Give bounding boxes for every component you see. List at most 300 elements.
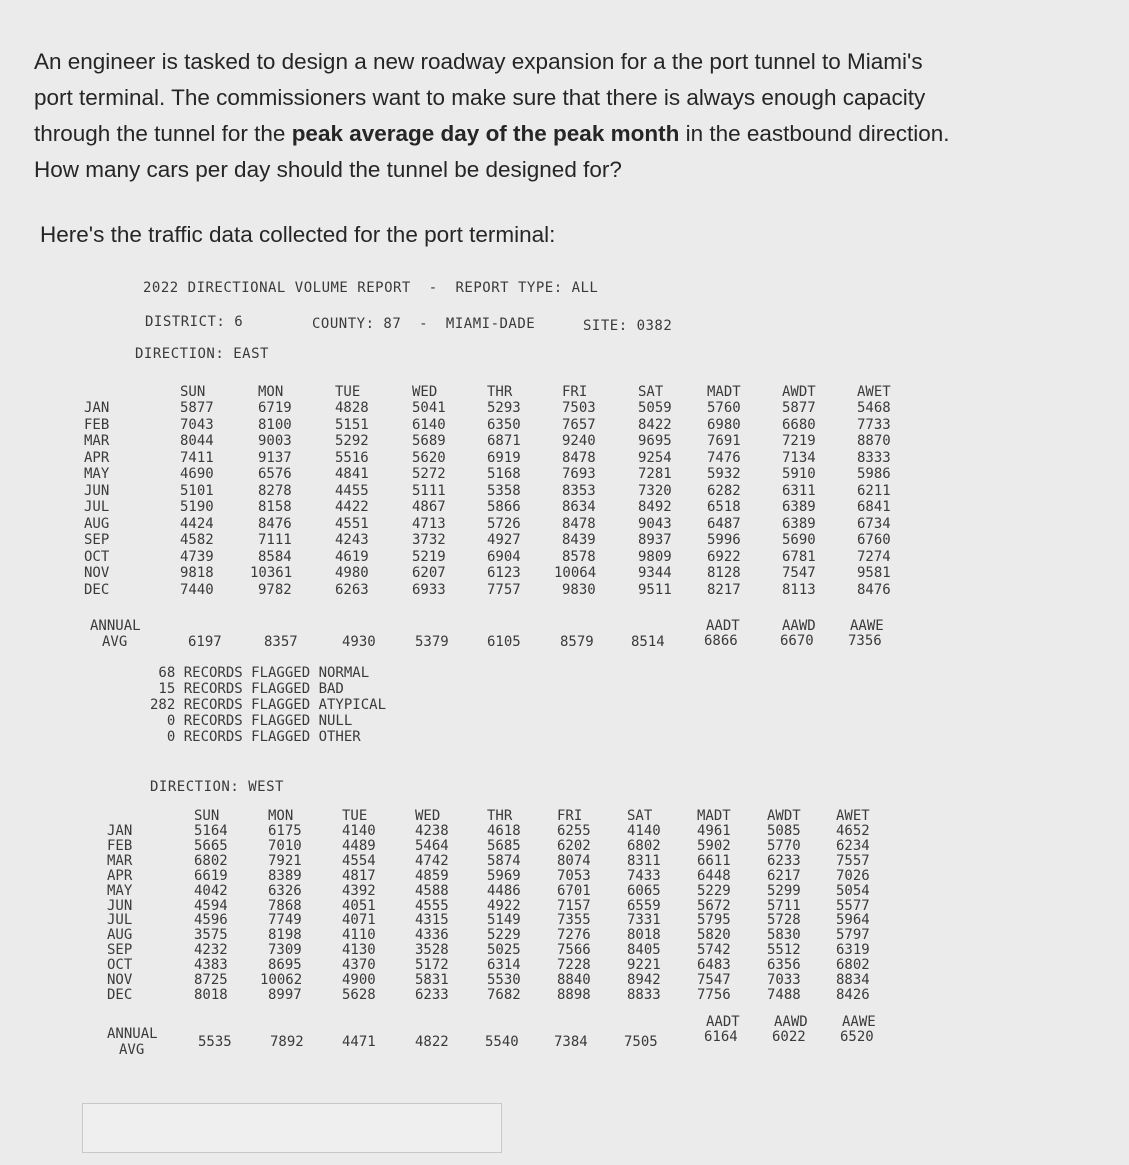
table-cell: 5464 <box>415 837 449 854</box>
table-cell: 6781 <box>782 548 816 565</box>
table-cell: 5172 <box>415 957 449 974</box>
table-cell: 7355 <box>557 912 591 929</box>
table-cell: 9043 <box>638 515 672 532</box>
column-header-tue: TUE <box>335 384 361 400</box>
table-cell: 5272 <box>412 466 446 482</box>
table-cell: 5620 <box>412 449 446 466</box>
annual-average-value: 6105 <box>487 634 521 650</box>
summary-label-aawe: AAWE <box>850 618 884 634</box>
table-cell: 8942 <box>627 972 661 988</box>
table-cell: 8311 <box>627 852 661 869</box>
flag-record-line: 282 RECORDS FLAGGED ATYPICAL <box>150 697 387 713</box>
table-cell: 9695 <box>638 433 672 449</box>
column-header-sat: SAT <box>627 808 653 824</box>
table-cell: 8405 <box>627 942 661 959</box>
table-cell: 7693 <box>562 466 596 482</box>
summary-label-aawd: AAWD <box>774 1014 808 1030</box>
table-cell: 4690 <box>180 466 214 482</box>
annual-average-value: 5540 <box>485 1034 519 1050</box>
table-cell: 10064 <box>554 565 597 581</box>
table-cell: 6611 <box>697 852 731 869</box>
table-cell: 4455 <box>335 482 369 499</box>
table-cell: 4582 <box>180 532 214 548</box>
table-cell: 7026 <box>836 867 870 884</box>
table-cell: 6207 <box>412 565 446 581</box>
column-header-fri: FRI <box>557 808 583 824</box>
annual-average-value: 5535 <box>198 1034 232 1050</box>
report-title: 2022 DIRECTIONAL VOLUME REPORT - REPORT TYPE: ALL <box>143 280 599 296</box>
annual-average-value: 6197 <box>188 634 222 650</box>
table-cell: 8476 <box>857 581 891 598</box>
month-label: MAR <box>84 433 110 449</box>
table-cell: 4742 <box>415 852 449 869</box>
table-cell: 6233 <box>767 852 801 869</box>
table-cell: 6448 <box>697 867 731 884</box>
table-cell: 5059 <box>638 400 672 416</box>
answer-input[interactable] <box>82 1103 502 1153</box>
table-cell: 4841 <box>335 466 369 482</box>
table-cell: 6619 <box>194 867 228 884</box>
table-cell: 5689 <box>412 433 446 449</box>
table-cell: 8634 <box>562 499 596 515</box>
west-direction-label: DIRECTION: WEST <box>150 779 284 795</box>
table-cell: 5530 <box>487 972 521 988</box>
question-text <box>34 44 1034 188</box>
table-cell: 4232 <box>194 942 228 959</box>
table-cell: 7557 <box>836 852 870 869</box>
table-cell: 6802 <box>194 852 228 869</box>
table-cell: 5292 <box>335 433 369 449</box>
column-header-thr: THR <box>487 808 513 824</box>
table-cell: 8476 <box>258 515 292 532</box>
table-cell: 8018 <box>627 927 661 944</box>
avg-label: AVG <box>119 1042 145 1058</box>
table-cell: 7053 <box>557 867 591 884</box>
intro-text: Here's the traffic data collected for the port terminal: <box>40 222 556 247</box>
flag-record-line: 0 RECORDS FLAGGED OTHER <box>150 729 361 745</box>
table-cell: 6314 <box>487 957 521 974</box>
table-cell: 6389 <box>782 499 816 515</box>
table-cell: 8937 <box>638 532 672 548</box>
table-cell: 7547 <box>782 565 816 581</box>
table-cell: 8333 <box>857 449 891 466</box>
table-cell: 7733 <box>857 416 891 433</box>
table-cell: 7503 <box>562 400 596 416</box>
table-cell: 5969 <box>487 867 521 884</box>
month-label: OCT <box>107 957 133 974</box>
table-cell: 6234 <box>836 837 870 854</box>
annual-label: ANNUAL <box>107 1026 158 1042</box>
table-cell: 7010 <box>268 837 302 854</box>
table-cell: 6760 <box>857 532 891 548</box>
table-cell: 6802 <box>627 837 661 854</box>
summary-label-aawe: AAWE <box>842 1014 876 1030</box>
table-cell: 6311 <box>782 482 816 499</box>
month-label: AUG <box>84 515 110 532</box>
month-label: JUL <box>107 912 133 929</box>
question-emphasis: peak average day of the peak month <box>291 121 680 146</box>
table-cell: 8439 <box>562 532 596 548</box>
column-header-mon: MON <box>268 808 294 824</box>
table-cell: 6255 <box>557 823 591 839</box>
table-cell: 8833 <box>627 986 661 1003</box>
table-cell: 5229 <box>487 927 521 944</box>
table-cell: 8492 <box>638 499 672 515</box>
table-cell: 6202 <box>557 837 591 854</box>
table-cell: 9344 <box>638 565 672 581</box>
annual-average-value: 8357 <box>264 634 298 650</box>
month-label: OCT <box>84 548 110 565</box>
table-cell: 5986 <box>857 466 891 482</box>
column-header-thr: THR <box>487 384 513 400</box>
table-cell: 4370 <box>342 957 376 974</box>
table-cell: 6871 <box>487 433 521 449</box>
month-label: DEC <box>107 986 133 1003</box>
column-header-madt: MADT <box>707 384 741 400</box>
annual-average-value: 7505 <box>624 1034 658 1050</box>
table-cell: 7134 <box>782 449 816 466</box>
month-label: DEC <box>84 581 110 598</box>
column-header-awet: AWET <box>857 384 891 400</box>
table-cell: 5866 <box>487 499 521 515</box>
summary-value-aawe: 6520 <box>840 1029 874 1045</box>
table-cell: 8870 <box>857 433 891 449</box>
table-cell: 5468 <box>857 400 891 416</box>
annual-average-value: 8579 <box>560 634 594 650</box>
table-cell: 4980 <box>335 565 369 581</box>
table-cell: 7411 <box>180 449 214 466</box>
table-cell: 5996 <box>707 532 741 548</box>
table-cell: 7756 <box>697 986 731 1003</box>
table-cell: 6719 <box>258 400 292 416</box>
table-cell: 5932 <box>707 466 741 482</box>
table-cell: 7309 <box>268 942 302 959</box>
month-label: MAY <box>107 882 133 899</box>
table-cell: 4596 <box>194 912 228 929</box>
table-cell: 9830 <box>562 581 596 598</box>
report-district: DISTRICT: 6 <box>145 314 244 330</box>
table-cell: 5041 <box>412 400 446 416</box>
table-cell: 4828 <box>335 400 369 416</box>
table-cell: 4110 <box>342 927 376 944</box>
month-label: JAN <box>84 400 110 416</box>
table-cell: 10062 <box>260 972 303 988</box>
table-cell: 8128 <box>707 565 741 581</box>
table-cell: 5877 <box>180 400 214 416</box>
question-line-1: An engineer is tasked to design a new roadway expansion for a the port tunnel to Miami's <box>34 49 923 74</box>
table-cell: 6487 <box>707 515 741 532</box>
table-cell: 8100 <box>258 416 292 433</box>
table-cell: 5742 <box>697 942 731 959</box>
table-cell: 6356 <box>767 957 801 974</box>
table-cell: 4922 <box>487 897 521 914</box>
summary-value-aawd: 6022 <box>772 1029 806 1045</box>
table-cell: 5770 <box>767 837 801 854</box>
table-cell: 6123 <box>487 565 521 581</box>
month-label: MAY <box>84 466 110 482</box>
table-cell: 8426 <box>836 986 870 1003</box>
report-county: COUNTY: 87 - MIAMI-DADE <box>312 316 536 332</box>
table-cell: 6175 <box>268 823 302 839</box>
table-cell: 4042 <box>194 882 228 899</box>
table-cell: 4961 <box>697 823 731 839</box>
table-cell: 6233 <box>415 986 449 1003</box>
column-header-awdt: AWDT <box>767 808 801 824</box>
table-cell: 4900 <box>342 972 376 988</box>
east-direction-label: DIRECTION: EAST <box>135 346 269 362</box>
table-cell: 4859 <box>415 867 449 884</box>
flag-record-line: 0 RECORDS FLAGGED NULL <box>150 713 353 729</box>
month-label: FEB <box>107 837 133 854</box>
table-cell: 4713 <box>412 515 446 532</box>
month-label: APR <box>107 867 133 884</box>
summary-value-aawe: 7356 <box>848 633 882 649</box>
annual-average-value: 4930 <box>342 634 376 650</box>
table-cell: 6065 <box>627 882 661 899</box>
column-header-sat: SAT <box>638 384 664 400</box>
table-cell: 5111 <box>412 482 446 499</box>
table-cell: 8158 <box>258 499 292 515</box>
table-cell: 7320 <box>638 482 672 499</box>
table-cell: 6263 <box>335 581 369 598</box>
table-cell: 8725 <box>194 972 228 988</box>
table-cell: 6326 <box>268 882 302 899</box>
table-cell: 9137 <box>258 449 292 466</box>
table-cell: 5293 <box>487 400 521 416</box>
table-cell: 4051 <box>342 897 376 914</box>
table-cell: 4392 <box>342 882 376 899</box>
table-cell: 9818 <box>180 565 214 581</box>
table-cell: 5516 <box>335 449 369 466</box>
table-cell: 7033 <box>767 972 801 988</box>
summary-value-aawd: 6670 <box>780 633 814 649</box>
annual-average-value: 4822 <box>415 1034 449 1050</box>
flag-record-line: 15 RECORDS FLAGGED BAD <box>150 681 344 697</box>
avg-label: AVG <box>102 634 128 650</box>
column-header-tue: TUE <box>342 808 368 824</box>
summary-label-aadt: AADT <box>706 618 740 634</box>
table-cell: 4551 <box>335 515 369 532</box>
summary-label-aawd: AAWD <box>782 618 816 634</box>
table-cell: 4140 <box>627 823 661 839</box>
column-header-awdt: AWDT <box>782 384 816 400</box>
annual-average-value: 7892 <box>270 1034 304 1050</box>
table-cell: 5795 <box>697 912 731 929</box>
table-cell: 8840 <box>557 972 591 988</box>
table-cell: 8695 <box>268 957 302 974</box>
table-cell: 5830 <box>767 927 801 944</box>
table-cell: 7433 <box>627 867 661 884</box>
table-cell: 4619 <box>335 548 369 565</box>
month-label: SEP <box>107 942 133 959</box>
table-cell: 4336 <box>415 927 449 944</box>
table-cell: 5685 <box>487 837 521 854</box>
table-cell: 5831 <box>415 972 449 988</box>
column-header-awet: AWET <box>836 808 870 824</box>
table-cell: 7682 <box>487 986 521 1003</box>
table-cell: 7657 <box>562 416 596 433</box>
table-cell: 7547 <box>697 972 731 988</box>
annual-label: ANNUAL <box>90 618 141 634</box>
table-cell: 4130 <box>342 942 376 959</box>
table-cell: 8353 <box>562 482 596 499</box>
table-cell: 7566 <box>557 942 591 959</box>
table-cell: 4867 <box>412 499 446 515</box>
table-cell: 8198 <box>268 927 302 944</box>
table-cell: 5628 <box>342 986 376 1003</box>
table-cell: 4555 <box>415 897 449 914</box>
table-cell: 6217 <box>767 867 801 884</box>
table-cell: 5229 <box>697 882 731 899</box>
table-cell: 4383 <box>194 957 228 974</box>
table-cell: 5164 <box>194 823 228 839</box>
table-cell: 5711 <box>767 897 801 914</box>
table-cell: 5964 <box>836 912 870 929</box>
month-label: JUN <box>84 482 110 499</box>
table-cell: 5168 <box>487 466 521 482</box>
month-label: APR <box>84 449 110 466</box>
table-cell: 8578 <box>562 548 596 565</box>
table-cell: 4594 <box>194 897 228 914</box>
table-cell: 7274 <box>857 548 891 565</box>
month-label: NOV <box>107 972 133 988</box>
month-label: JUL <box>84 499 110 515</box>
table-cell: 6576 <box>258 466 292 482</box>
table-cell: 5665 <box>194 837 228 854</box>
table-cell: 7921 <box>268 852 302 869</box>
table-cell: 5672 <box>697 897 731 914</box>
table-cell: 6350 <box>487 416 521 433</box>
table-cell: 9782 <box>258 581 292 598</box>
table-cell: 7281 <box>638 466 672 482</box>
table-cell: 3575 <box>194 927 228 944</box>
table-cell: 4817 <box>342 867 376 884</box>
table-cell: 6802 <box>836 957 870 974</box>
table-cell: 6483 <box>697 957 731 974</box>
annual-average-value: 7384 <box>554 1034 588 1050</box>
summary-label-aadt: AADT <box>706 1014 740 1030</box>
column-header-wed: WED <box>415 808 441 824</box>
table-cell: 8997 <box>268 986 302 1003</box>
table-cell: 4588 <box>415 882 449 899</box>
question-line-2: port terminal. The commissioners want to make sure that there is always enough capacity <box>34 85 926 110</box>
annual-average-value: 5379 <box>415 634 449 650</box>
table-cell: 7043 <box>180 416 214 433</box>
table-cell: 4422 <box>335 499 369 515</box>
table-cell: 6140 <box>412 416 446 433</box>
summary-value-aadt: 6164 <box>704 1029 738 1045</box>
table-cell: 7691 <box>707 433 741 449</box>
table-cell: 10361 <box>250 565 293 581</box>
question-line-3: through the tunnel for the peak average day of the peak month in the eastbound direction. <box>34 121 950 146</box>
table-cell: 8389 <box>268 867 302 884</box>
table-cell: 8834 <box>836 972 870 988</box>
column-header-sun: SUN <box>194 808 220 824</box>
table-cell: 8478 <box>562 449 596 466</box>
table-cell: 4243 <box>335 532 369 548</box>
table-cell: 6919 <box>487 449 521 466</box>
table-cell: 7488 <box>767 986 801 1003</box>
table-cell: 6933 <box>412 581 446 598</box>
table-cell: 5902 <box>697 837 731 854</box>
table-cell: 7111 <box>258 532 292 548</box>
table-cell: 6841 <box>857 499 891 515</box>
table-cell: 7219 <box>782 433 816 449</box>
table-cell: 6319 <box>836 942 870 959</box>
table-cell: 4238 <box>415 823 449 839</box>
table-cell: 6518 <box>707 499 741 515</box>
table-cell: 4618 <box>487 823 521 839</box>
table-cell: 4424 <box>180 515 214 532</box>
table-cell: 5820 <box>697 927 731 944</box>
table-cell: 5025 <box>487 942 521 959</box>
column-header-wed: WED <box>412 384 438 400</box>
table-cell: 6734 <box>857 515 891 532</box>
table-cell: 7749 <box>268 912 302 929</box>
table-cell: 5190 <box>180 499 214 515</box>
table-cell: 8074 <box>557 852 591 869</box>
table-cell: 5690 <box>782 532 816 548</box>
question-line-4: How many cars per day should the tunnel be designed for? <box>34 157 622 182</box>
table-cell: 7276 <box>557 927 591 944</box>
table-cell: 4486 <box>487 882 521 899</box>
table-cell: 7476 <box>707 449 741 466</box>
table-cell: 5219 <box>412 548 446 565</box>
table-cell: 7868 <box>268 897 302 914</box>
table-cell: 3528 <box>415 942 449 959</box>
month-label: AUG <box>107 927 133 944</box>
table-cell: 5877 <box>782 400 816 416</box>
table-cell: 7440 <box>180 581 214 598</box>
table-cell: 5151 <box>335 416 369 433</box>
annual-average-value: 8514 <box>631 634 665 650</box>
column-header-madt: MADT <box>697 808 731 824</box>
table-cell: 5054 <box>836 882 870 899</box>
table-cell: 9809 <box>638 548 672 565</box>
table-cell: 5910 <box>782 466 816 482</box>
table-cell: 4554 <box>342 852 376 869</box>
table-cell: 7757 <box>487 581 521 598</box>
report-site: SITE: 0382 <box>583 318 673 334</box>
table-cell: 4140 <box>342 823 376 839</box>
month-label: MAR <box>107 852 133 869</box>
table-cell: 6211 <box>857 482 891 499</box>
table-cell: 9240 <box>562 433 596 449</box>
table-cell: 5874 <box>487 852 521 869</box>
column-header-mon: MON <box>258 384 284 400</box>
table-cell: 9254 <box>638 449 672 466</box>
table-cell: 4071 <box>342 912 376 929</box>
table-cell: 8422 <box>638 416 672 433</box>
column-header-fri: FRI <box>562 384 588 400</box>
table-cell: 4927 <box>487 532 521 548</box>
table-cell: 5149 <box>487 912 521 929</box>
table-cell: 5101 <box>180 482 214 499</box>
month-label: FEB <box>84 416 110 433</box>
table-cell: 6922 <box>707 548 741 565</box>
table-cell: 8478 <box>562 515 596 532</box>
table-cell: 5512 <box>767 942 801 959</box>
table-cell: 8584 <box>258 548 292 565</box>
month-label: SEP <box>84 532 110 548</box>
month-label: JUN <box>107 897 133 914</box>
column-header-sun: SUN <box>180 384 206 400</box>
table-cell: 5797 <box>836 927 870 944</box>
table-cell: 9581 <box>857 565 891 581</box>
table-cell: 4489 <box>342 837 376 854</box>
table-cell: 4315 <box>415 912 449 929</box>
table-cell: 4739 <box>180 548 214 565</box>
